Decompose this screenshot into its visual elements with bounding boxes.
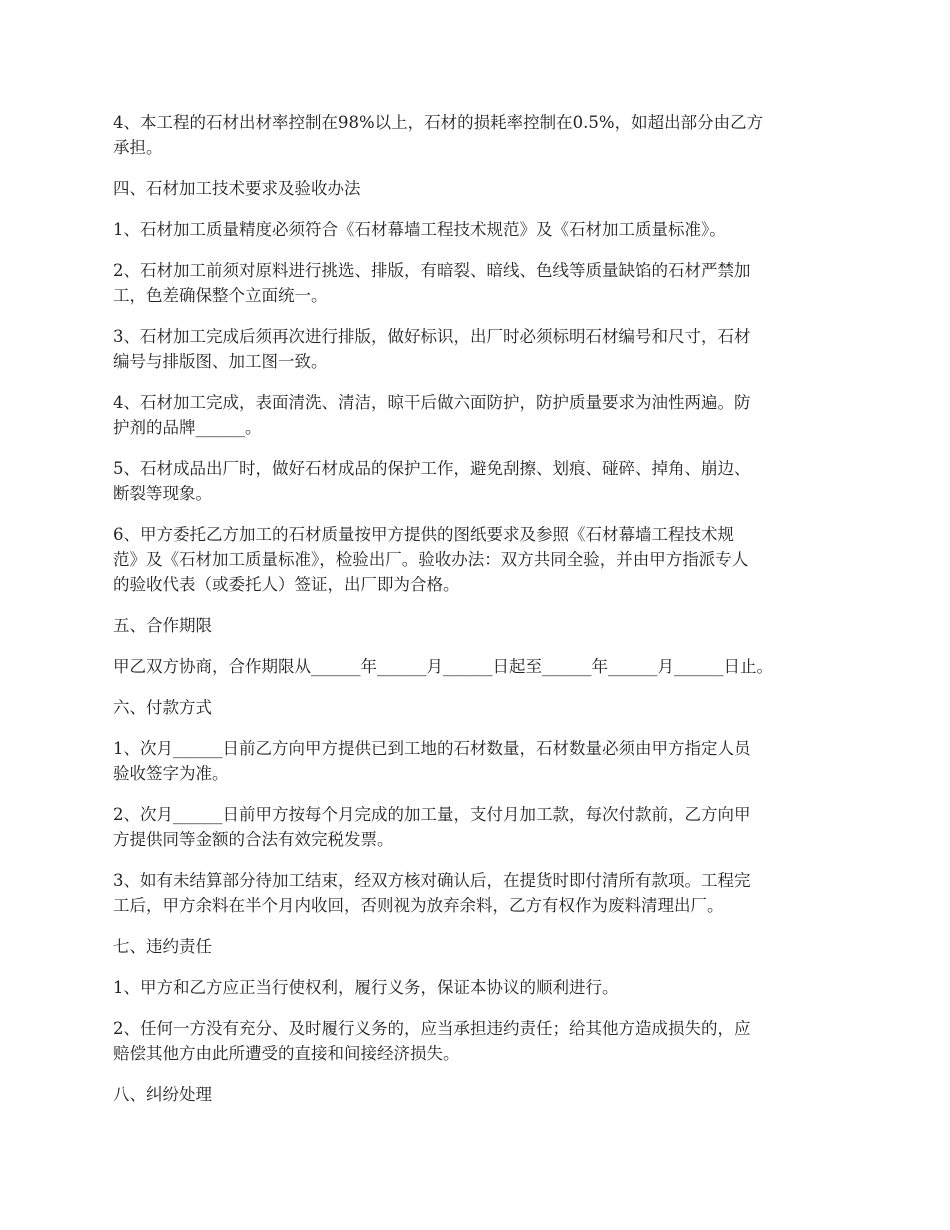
text-line: 工后，甲方余料在半个月内收回，否则视为放弃余料，乙方有权作为废料清理出厂。 bbox=[113, 896, 724, 915]
text-line: 3、如有未结算部分待加工结束，经双方核对确认后，在提货时即付清所有款项。工程完 bbox=[113, 871, 751, 890]
text-line: 2、石材加工前须对原料进行挑选、排版，有暗裂、暗线、色线等质量缺馅的石材严禁加 bbox=[113, 261, 751, 280]
text-line: 5、石材成品出厂时，做好石材成品的保护工作，避免刮擦、划痕、碰碎、掉角、崩边、 bbox=[113, 459, 751, 478]
paragraph-liability-rights bbox=[113, 975, 853, 1000]
section-heading-5 bbox=[113, 613, 853, 638]
paragraph-product-protection bbox=[113, 456, 853, 506]
text-line: 2、任何一方没有充分、及时履行义务的，应当承担违约责任；给其他方造成损失的，应 bbox=[113, 1019, 751, 1038]
heading-text: 七、违约责任 bbox=[113, 937, 212, 956]
text-line: 承担。 bbox=[113, 138, 163, 157]
paragraph-layout-marking bbox=[113, 324, 853, 374]
text-line: 1、甲方和乙方应正当行使权利，履行义务，保证本协议的顺利进行。 bbox=[113, 978, 619, 997]
paragraph-outturn-rate bbox=[113, 110, 853, 160]
text-line: 编号与排版图、加工图一致。 bbox=[113, 352, 328, 371]
paragraph-quality-precision bbox=[113, 217, 853, 242]
section-heading-4 bbox=[113, 176, 853, 201]
text-line: 范》及《石材加工质量标准》，检验出厂。验收办法：双方共同全验，并由甲方指派专人 bbox=[113, 550, 749, 569]
heading-text: 四、石材加工技术要求及验收办法 bbox=[113, 179, 361, 198]
paragraph-payment-monthly bbox=[113, 802, 853, 852]
text-line: 验收签字为准。 bbox=[113, 764, 229, 783]
text-line: 3、石材加工完成后须再次进行排版，做好标识，出厂时必须标明石材编号和尺寸，石材 bbox=[113, 327, 751, 346]
text-line: 1、石材加工质量精度必须符合《石材幕墙工程技术规范》及《石材加工质量标准》。 bbox=[113, 220, 726, 239]
section-heading-8 bbox=[113, 1082, 853, 1107]
text-line: 工，色差确保整个立面统一。 bbox=[113, 286, 328, 305]
section-heading-6 bbox=[113, 695, 853, 720]
text-line: 6、甲方委托乙方加工的石材质量按甲方提供的图纸要求及参照《石材幕墙工程技术规 bbox=[113, 525, 734, 544]
text-line: 1、次月______日前乙方向甲方提供已到工地的石材数量，石材数量必须由甲方指定人员 bbox=[113, 739, 751, 758]
heading-text: 六、付款方式 bbox=[113, 698, 212, 717]
document-page bbox=[113, 110, 853, 1123]
paragraph-cooperation-period bbox=[113, 654, 853, 679]
text-line: 护剂的品牌______。 bbox=[113, 418, 262, 437]
paragraph-payment-quantity bbox=[113, 736, 853, 786]
paragraph-surface-protection bbox=[113, 390, 853, 440]
section-heading-7 bbox=[113, 934, 853, 959]
heading-text: 五、合作期限 bbox=[113, 616, 212, 635]
text-line: 4、石材加工完成，表面清洗、清洁，晾干后做六面防护，防护质量要求为油性两遍。防 bbox=[113, 393, 751, 412]
text-line: 4、本工程的石材出材率控制在98%以上，石材的损耗率控制在0.5%，如超出部分由乙方 bbox=[113, 113, 764, 132]
heading-text: 八、纠纷处理 bbox=[113, 1085, 212, 1104]
text-line: 断裂等现象。 bbox=[113, 484, 212, 503]
paragraph-material-selection bbox=[113, 258, 853, 308]
paragraph-liability-damages bbox=[113, 1016, 853, 1066]
text-line: 方提供同等金额的合法有效完税发票。 bbox=[113, 830, 394, 849]
paragraph-payment-settlement bbox=[113, 868, 853, 918]
paragraph-acceptance bbox=[113, 522, 853, 597]
text-line: 甲乙双方协商，合作期限从______年______月______日起至______年______月______日止。 bbox=[113, 657, 773, 676]
text-line: 的验收代表（或委托人）签证，出厂即为合格。 bbox=[113, 575, 460, 594]
text-line: 赔偿其他方由此所遭受的直接和间接经济损失。 bbox=[113, 1044, 460, 1063]
text-line: 2、次月______日前甲方按每个月完成的加工量，支付月加工款，每次付款前，乙方向甲 bbox=[113, 805, 751, 824]
